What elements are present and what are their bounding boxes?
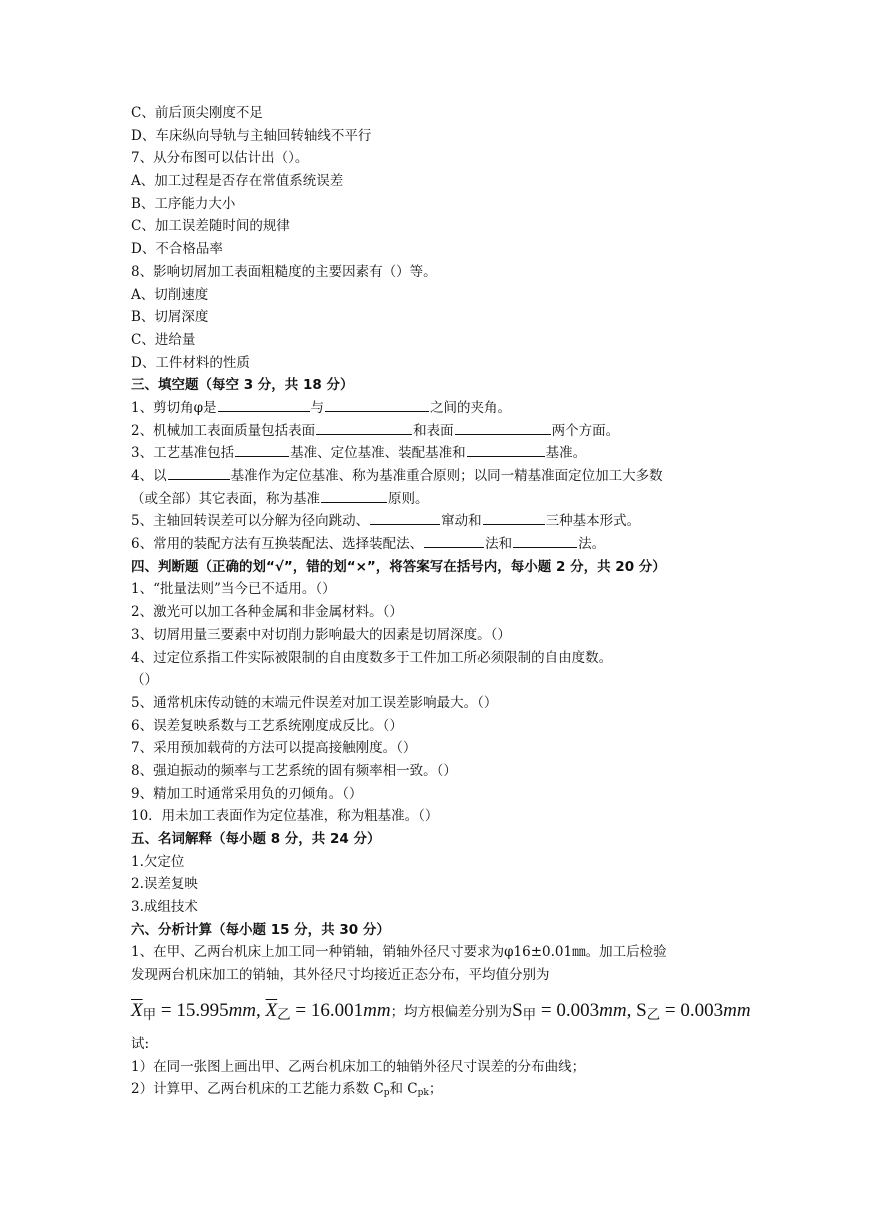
choice-line: 8、影响切屑加工表面粗糙度的主要因素有（）等。: [131, 263, 437, 280]
calc-problem-text-cont: 发现两台机床加工的销轴，其外径尺寸均接近正态分布，平均值分别为: [131, 967, 550, 984]
true-false-questions: [131, 578, 741, 828]
answer-blank[interactable]: [424, 533, 484, 548]
judge-question: 9、精加工时通常采用负的刃倾角。（）: [131, 785, 363, 802]
term-item: 2.误差复映: [131, 876, 198, 893]
choice-line: B、切屑深度: [131, 309, 209, 326]
answer-blank[interactable]: [325, 397, 429, 412]
choice-line: B、工序能力大小: [131, 195, 236, 212]
answer-blank[interactable]: [467, 442, 545, 457]
fill-question-2: 2、机械加工表面质量包括表面 和表面 两个方面。: [131, 420, 741, 443]
task-1: 1）在同一张图上画出甲、乙两台机床加工的轴销外径尺寸误差的分布曲线；: [131, 1058, 586, 1075]
answer-blank[interactable]: [235, 442, 289, 457]
calc-problem-text: 1、在甲、乙两台机床上加工同一种销轴，销轴外径尺寸要求为φ16±0.01㎜。加工后检验: [131, 944, 667, 961]
multiple-choice-continuation: [131, 102, 741, 374]
choice-line: D、工件材料的性质: [131, 354, 250, 371]
choice-line: D、车床纵向导轨与主轴回转轴线不平行: [131, 127, 372, 144]
term-item: 3.成组技术: [131, 899, 198, 916]
section-6-title: 六、分析计算（每小题 15 分，共 30 分）: [131, 921, 390, 938]
fill-question-4: 4、以 基准作为定位基准、称为基准重合原则；以同一精基准面定位加工大多数: [131, 465, 741, 488]
fill-question-5: 5、主轴回转误差可以分解为径向跳动、 窜动和 三种基本形式。: [131, 510, 741, 533]
mean-and-deviation-formula: $\overline{X}_甲 = 15.995mm$, $\overline{X}_乙 = 16.001mm$；均方根偏差分别为$S_甲 = 0.003mm$, $S_乙 = 0.003mm$: [131, 999, 751, 1023]
section-3-title: 三、填空题（每空 3 分，共 18 分）: [131, 377, 354, 394]
choice-line: A、加工过程是否存在常值系统误差: [131, 173, 344, 190]
fill-question-4-cont: （或全部）其它表面，称为基准 原则。: [131, 488, 741, 511]
judge-question: 5、通常机床传动链的末端元件误差对加工误差影响最大。（）: [131, 694, 498, 711]
choice-line: C、前后顶尖刚度不足: [131, 105, 263, 121]
fill-question-3: 3、工艺基准包括 基准、定位基准、装配基准和 基准。: [131, 442, 741, 465]
answer-blank[interactable]: [455, 420, 551, 435]
judge-question: 2、激光可以加工各种金属和非金属材料。（）: [131, 604, 403, 621]
judge-question: （）: [131, 672, 158, 689]
judge-question: 1、“批量法则”当今已不适用。（）: [131, 581, 336, 598]
task-2: 2）计算甲、乙两台机床的工艺能力系数 Cp和 Cpk；: [131, 1081, 443, 1099]
judge-question: 10．用未加工表面作为定位基准，称为粗基准。（）: [131, 808, 439, 825]
answer-blank[interactable]: [218, 397, 310, 412]
choice-line: D、不合格品率: [131, 241, 223, 258]
choice-line: C、进给量: [131, 331, 196, 348]
section-5-title: 五、名词解释（每小题 8 分，共 24 分）: [131, 831, 381, 847]
answer-blank[interactable]: [483, 510, 545, 525]
judge-question: 8、强迫振动的频率与工艺系统的固有频率相一致。（）: [131, 762, 457, 779]
judge-question: 3、切屑用量三要素中对切削力影响最大的因素是切屑深度。（）: [131, 626, 511, 643]
answer-blank[interactable]: [321, 488, 387, 503]
choice-line: A、切削速度: [131, 286, 209, 303]
choice-line: C、加工误差随时间的规律: [131, 218, 290, 235]
answer-blank[interactable]: [370, 510, 440, 525]
term-definitions: [131, 851, 741, 919]
answer-blank[interactable]: [513, 533, 577, 548]
exam-page: [131, 102, 751, 1101]
answer-blank[interactable]: [168, 465, 230, 480]
task-intro: 试:: [131, 1035, 150, 1052]
term-item: 1.欠定位: [131, 853, 185, 870]
fill-question-6: 6、常用的装配方法有互换装配法、选择装配法、 法和 法。: [131, 533, 741, 556]
choice-line: 7、从分布图可以估计出（）。: [131, 150, 309, 167]
judge-question: 7、采用预加载荷的方法可以提高接触刚度。（）: [131, 740, 417, 757]
judge-question: 6、误差复映系数与工艺系统刚度成反比。（）: [131, 717, 403, 734]
fill-question-1: 1、剪切角φ是 与 之间的夹角。: [131, 397, 741, 420]
judge-question: 4、过定位系指工件实际被限制的自由度数多于工件加工所必须限制的自由度数。: [131, 649, 613, 666]
answer-blank[interactable]: [316, 420, 412, 435]
section-4-title: 四、判断题（正确的划“√”，错的划“×”，将答案写在括号内，每小题 2 分，共 20 分）: [131, 558, 666, 575]
